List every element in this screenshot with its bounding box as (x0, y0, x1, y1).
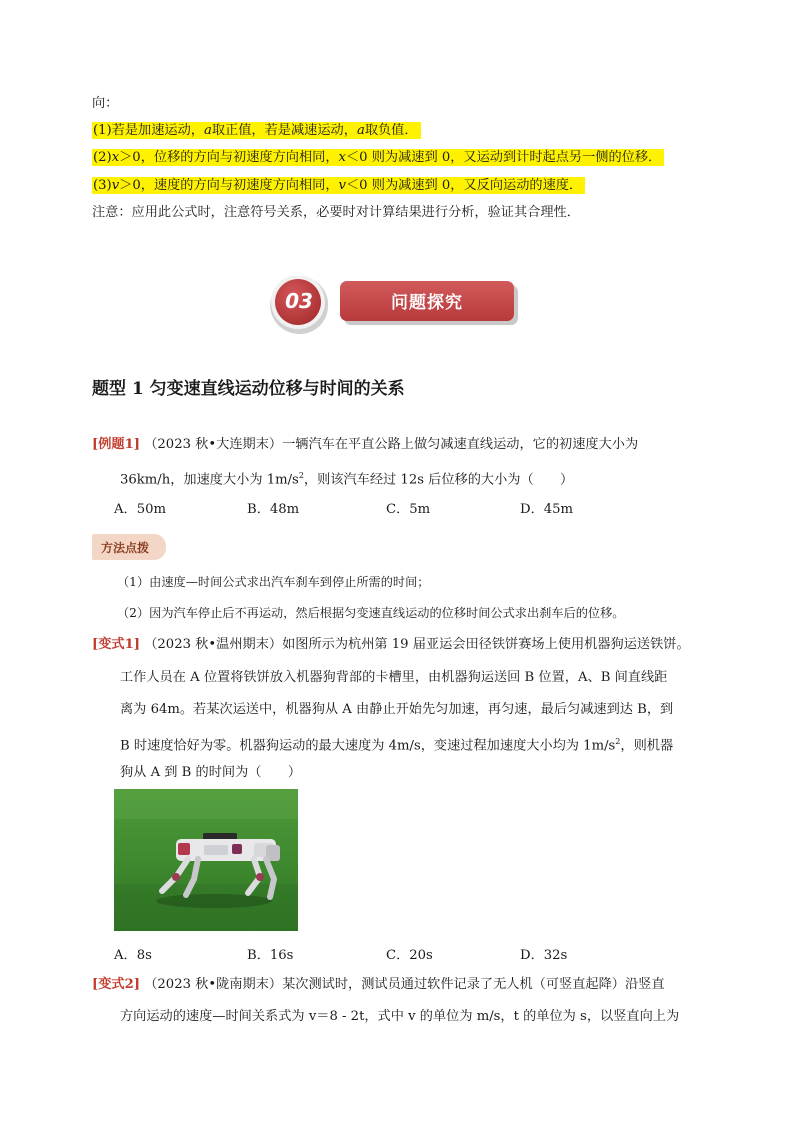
variant2-line-1 (92, 975, 665, 995)
variant1-text-4-pre: B 时速度恰好为零。机器狗运动的最大速度为 4m/s，变速过程加速度大小均为 1m/s (120, 738, 616, 754)
rule-1-mid: 取正值，若是减速运动， (211, 123, 357, 138)
variant1-line-3: 离为 64m。若某次运送中，机器狗从 A 由静止开始先匀加速，再匀速，最后匀减速到达 B，到 (120, 702, 674, 717)
section-banner (268, 276, 520, 338)
method-tip-label: 方法点拨 (101, 541, 150, 555)
rule-3-pre: (3) (93, 178, 112, 193)
intro-line-2 (92, 148, 664, 168)
robot-dog-photo (114, 789, 298, 931)
intro-text: 向： (92, 96, 119, 111)
method-tip-badge (92, 534, 166, 560)
highlight-rule-2 (92, 149, 664, 166)
intro-line-1 (92, 121, 421, 141)
variant1-sup: 2 (615, 737, 621, 746)
method-point-2: （2）因为汽车停止后不再运动，然后根据匀变速直线运动的位移时间公式求出刹车后的位移。 (117, 606, 625, 620)
highlight-rule-3 (92, 177, 585, 194)
example1-sup: 2 (298, 471, 304, 480)
rule-1-var-a2: a (356, 123, 365, 138)
example1-option-c: C．5m (386, 502, 431, 517)
example1-text-2-pre: 36km/h，加速度大小为 1m/s (120, 472, 299, 488)
variant2-tag: [变式2] (92, 977, 141, 992)
rule-2-mid1: ＞0，位移的方向与初速度方向相同， (119, 150, 339, 165)
variant2-text-1: （2023 秋•陇南期末）某次测试时，测试员通过软件记录了无人机（可竖直起降）沿竖直 (144, 977, 665, 992)
variant1-line-2: 工作人员在 A 位置将铁饼放入机器狗背部的卡槽里，由机器狗运送回 B 位置，A、B 间直线距 (120, 670, 668, 685)
example1-text-1: （2023 秋•大连期末）一辆汽车在平直公路上做匀减速直线运动，它的初速度大小为 (144, 437, 639, 452)
rule-1-pre: (1)若是加速运动， (93, 123, 204, 138)
variant1-option-b: B．16s (247, 948, 294, 963)
variant1-text-1: （2023 秋•温州期末）如图所示为杭州第 19 届亚运会田径铁饼赛场上使用机器狗运送铁饼。 (144, 637, 690, 652)
variant2-line-2: 方向运动的速度—时间关系式为 v＝8 - 2t，式中 v 的单位为 m/s，t 的单位为 s，以竖直向上为 (120, 1009, 680, 1024)
example1-option-d: D．45m (520, 502, 574, 517)
section-title: 题型 1 匀变速直线运动位移与时间的关系 (92, 379, 405, 399)
example1-option-a: A．50m (114, 502, 166, 517)
variant1-text-4-post: ，则机器 (620, 738, 674, 754)
rule-2-mid2: ＜0 则为减速到 0，又运动到计时起点另一侧的位移． (345, 150, 662, 165)
banner-label: 问题探究 (391, 293, 463, 313)
rule-3-var-v: v (111, 178, 120, 193)
rule-3-mid1: ＞0，速度的方向与初速度方向相同， (119, 178, 339, 193)
intro-line-3 (92, 176, 585, 196)
rule-3-mid2: ＜0 则为减速到 0，又反向运动的速度． (345, 178, 583, 193)
highlight-rule-1 (92, 122, 421, 139)
variant1-option-c: C．20s (386, 948, 433, 963)
rule-1-var-a: a (204, 123, 212, 138)
variant1-line-1 (92, 635, 690, 655)
variant1-tag: [变式1] (92, 637, 141, 652)
example1-text-2-post: ，则该汽车经过 12s 后位移的大小为（ ） (303, 472, 574, 488)
intro-note (92, 203, 580, 223)
method-point-1: （1）由速度—时间公式求出汽车刹车到停止所需的时间； (117, 575, 430, 589)
rule-2-pre: (2) (93, 150, 112, 165)
note-text: 注意：应用此公式时，注意符号关系，必要时对计算结果进行分析，验证其合理性． (92, 205, 580, 220)
rule-1-post: 取负值． (364, 123, 418, 138)
rule-3-var-v2: v (338, 178, 346, 193)
variant1-line-4 (120, 732, 673, 756)
variant1-option-a: A．8s (114, 948, 152, 963)
example1-line-2 (120, 466, 573, 490)
example1-option-b: B．48m (247, 502, 300, 517)
variant1-option-d: D．32s (520, 948, 568, 963)
example1-line-1 (92, 435, 638, 455)
intro-line-0 (92, 94, 118, 114)
variant1-line-5: 狗从 A 到 B 的时间为（ ） (120, 765, 302, 780)
rule-2-var-x: x (111, 150, 120, 165)
example1-tag: [例题1] (92, 437, 141, 452)
rule-2-var-x2: x (338, 150, 346, 165)
banner-number: 03 (285, 289, 313, 313)
